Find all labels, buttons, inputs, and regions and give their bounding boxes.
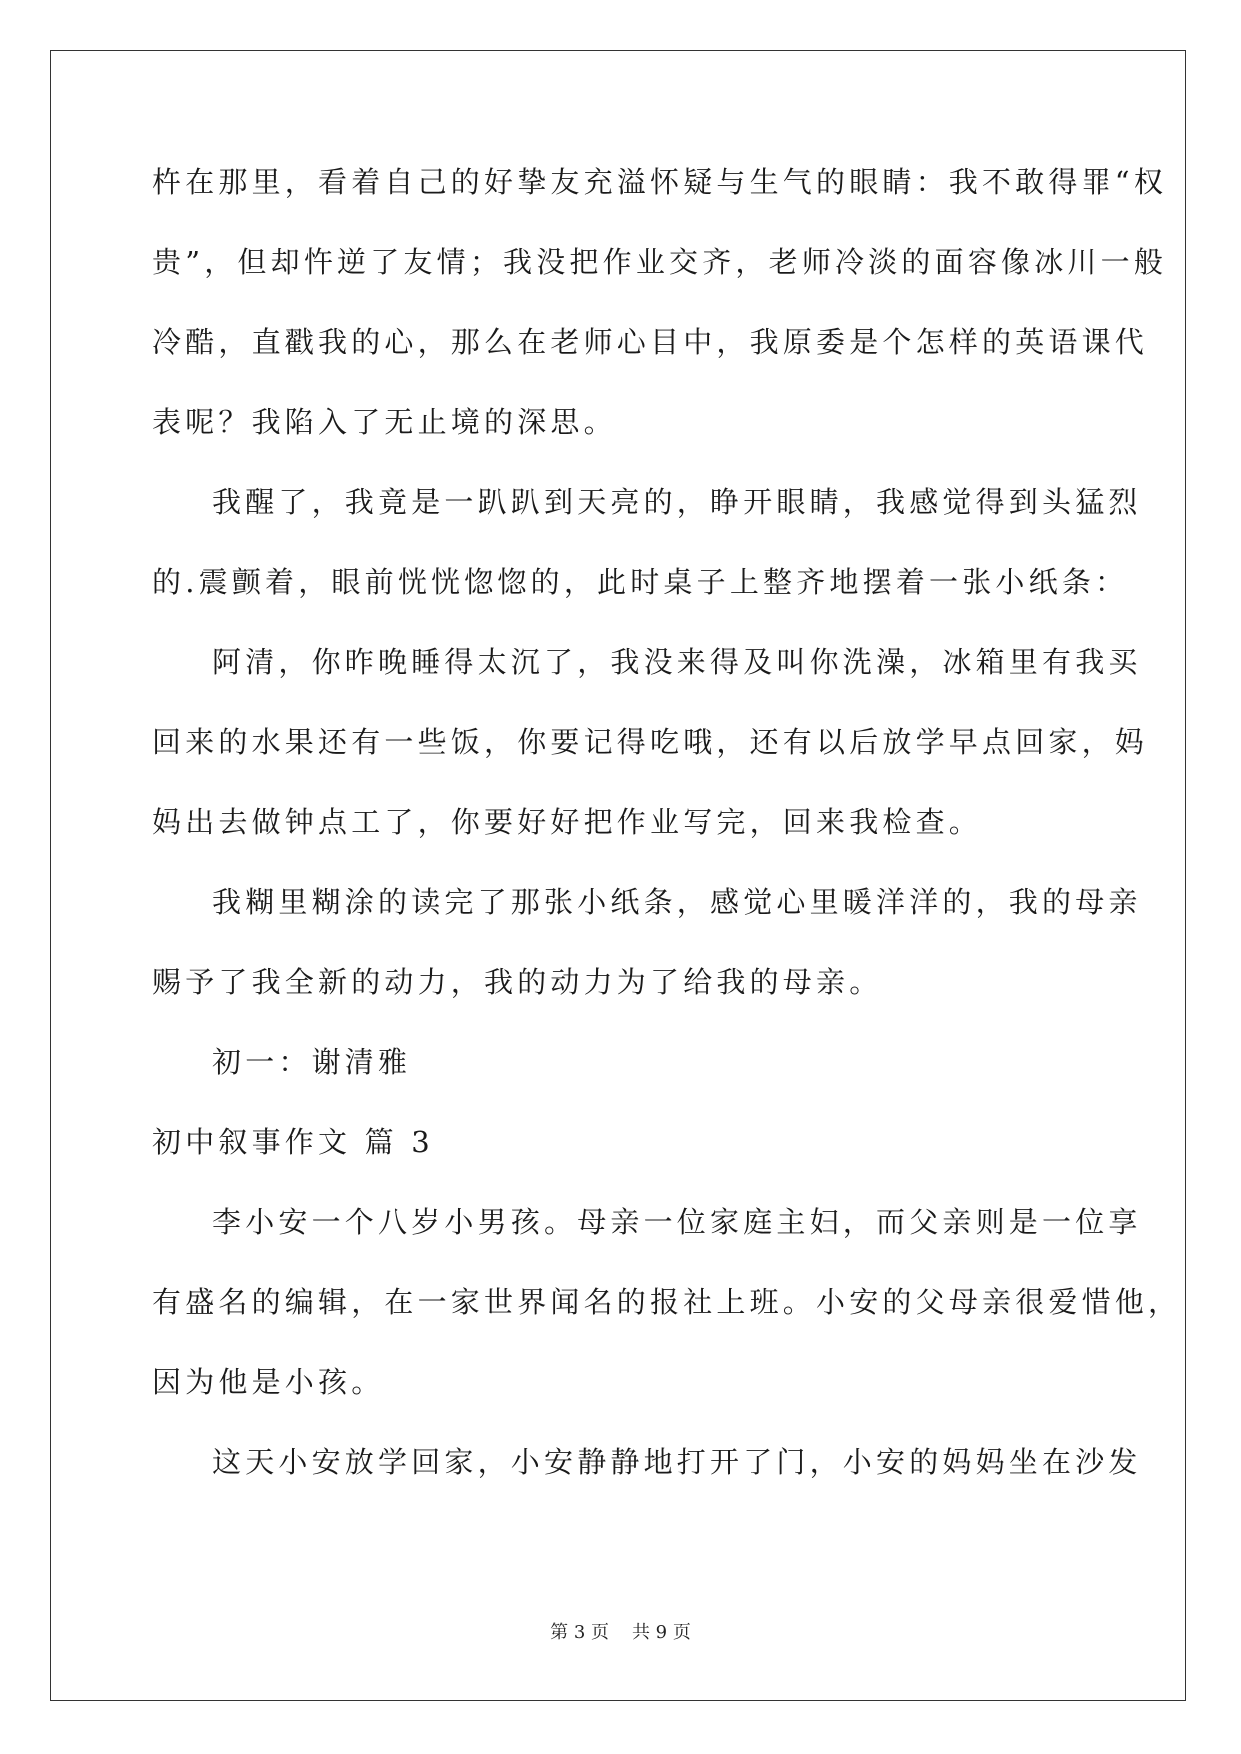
text-line: 回来的水果还有一些饭，你要记得吃哦，还有以后放学早点回家，妈 (152, 725, 1149, 759)
text-line: 阿清，你昨晚睡得太沉了，我没来得及叫你洗澡，冰箱里有我买 (212, 645, 1142, 679)
document-body (152, 162, 1182, 1522)
text-line: 初一：谢清雅 (212, 1045, 412, 1079)
text-line: 有盛名的编辑，在一家世界闻名的报社上班。小安的父母亲很爱惜他， (152, 1285, 1182, 1319)
page-number-footer: 第 3 页 共 9 页 (550, 1622, 691, 1643)
text-line: 贵”，但却忤逆了友情；我没把作业交齐，老师冷淡的面容像冰川一般 (152, 245, 1168, 279)
text-line: 初中叙事作文 篇 3 (152, 1125, 434, 1159)
text-line: 我醒了，我竟是一趴趴到天亮的，睁开眼睛，我感觉得到头猛烈 (212, 485, 1142, 519)
text-line: 赐予了我全新的动力，我的动力为了给我的母亲。 (152, 965, 883, 999)
text-line: 这天小安放学回家，小安静静地打开了门，小安的妈妈坐在沙发 (212, 1445, 1142, 1479)
text-line: 的.震颤着，眼前恍恍惚惚的，此时桌子上整齐地摆着一张小纸条： (152, 565, 1129, 599)
text-line: 冷酷，直戳我的心，那么在老师心目中，我原委是个怎样的英语课代 (152, 325, 1149, 359)
text-line: 杵在那里，看着自己的好挚友充溢怀疑与生气的眼睛：我不敢得罪“权 (152, 165, 1168, 199)
text-line: 因为他是小孩。 (152, 1365, 385, 1399)
text-line: 我糊里糊涂的读完了那张小纸条，感觉心里暖洋洋的，我的母亲 (212, 885, 1142, 919)
text-line: 表呢？我陷入了无止境的深思。 (152, 405, 617, 439)
text-line: 妈出去做钟点工了，你要好好把作业写完，回来我检查。 (152, 805, 983, 839)
text-line: 李小安一个八岁小男孩。母亲一位家庭主妇，而父亲则是一位享 (212, 1205, 1142, 1239)
